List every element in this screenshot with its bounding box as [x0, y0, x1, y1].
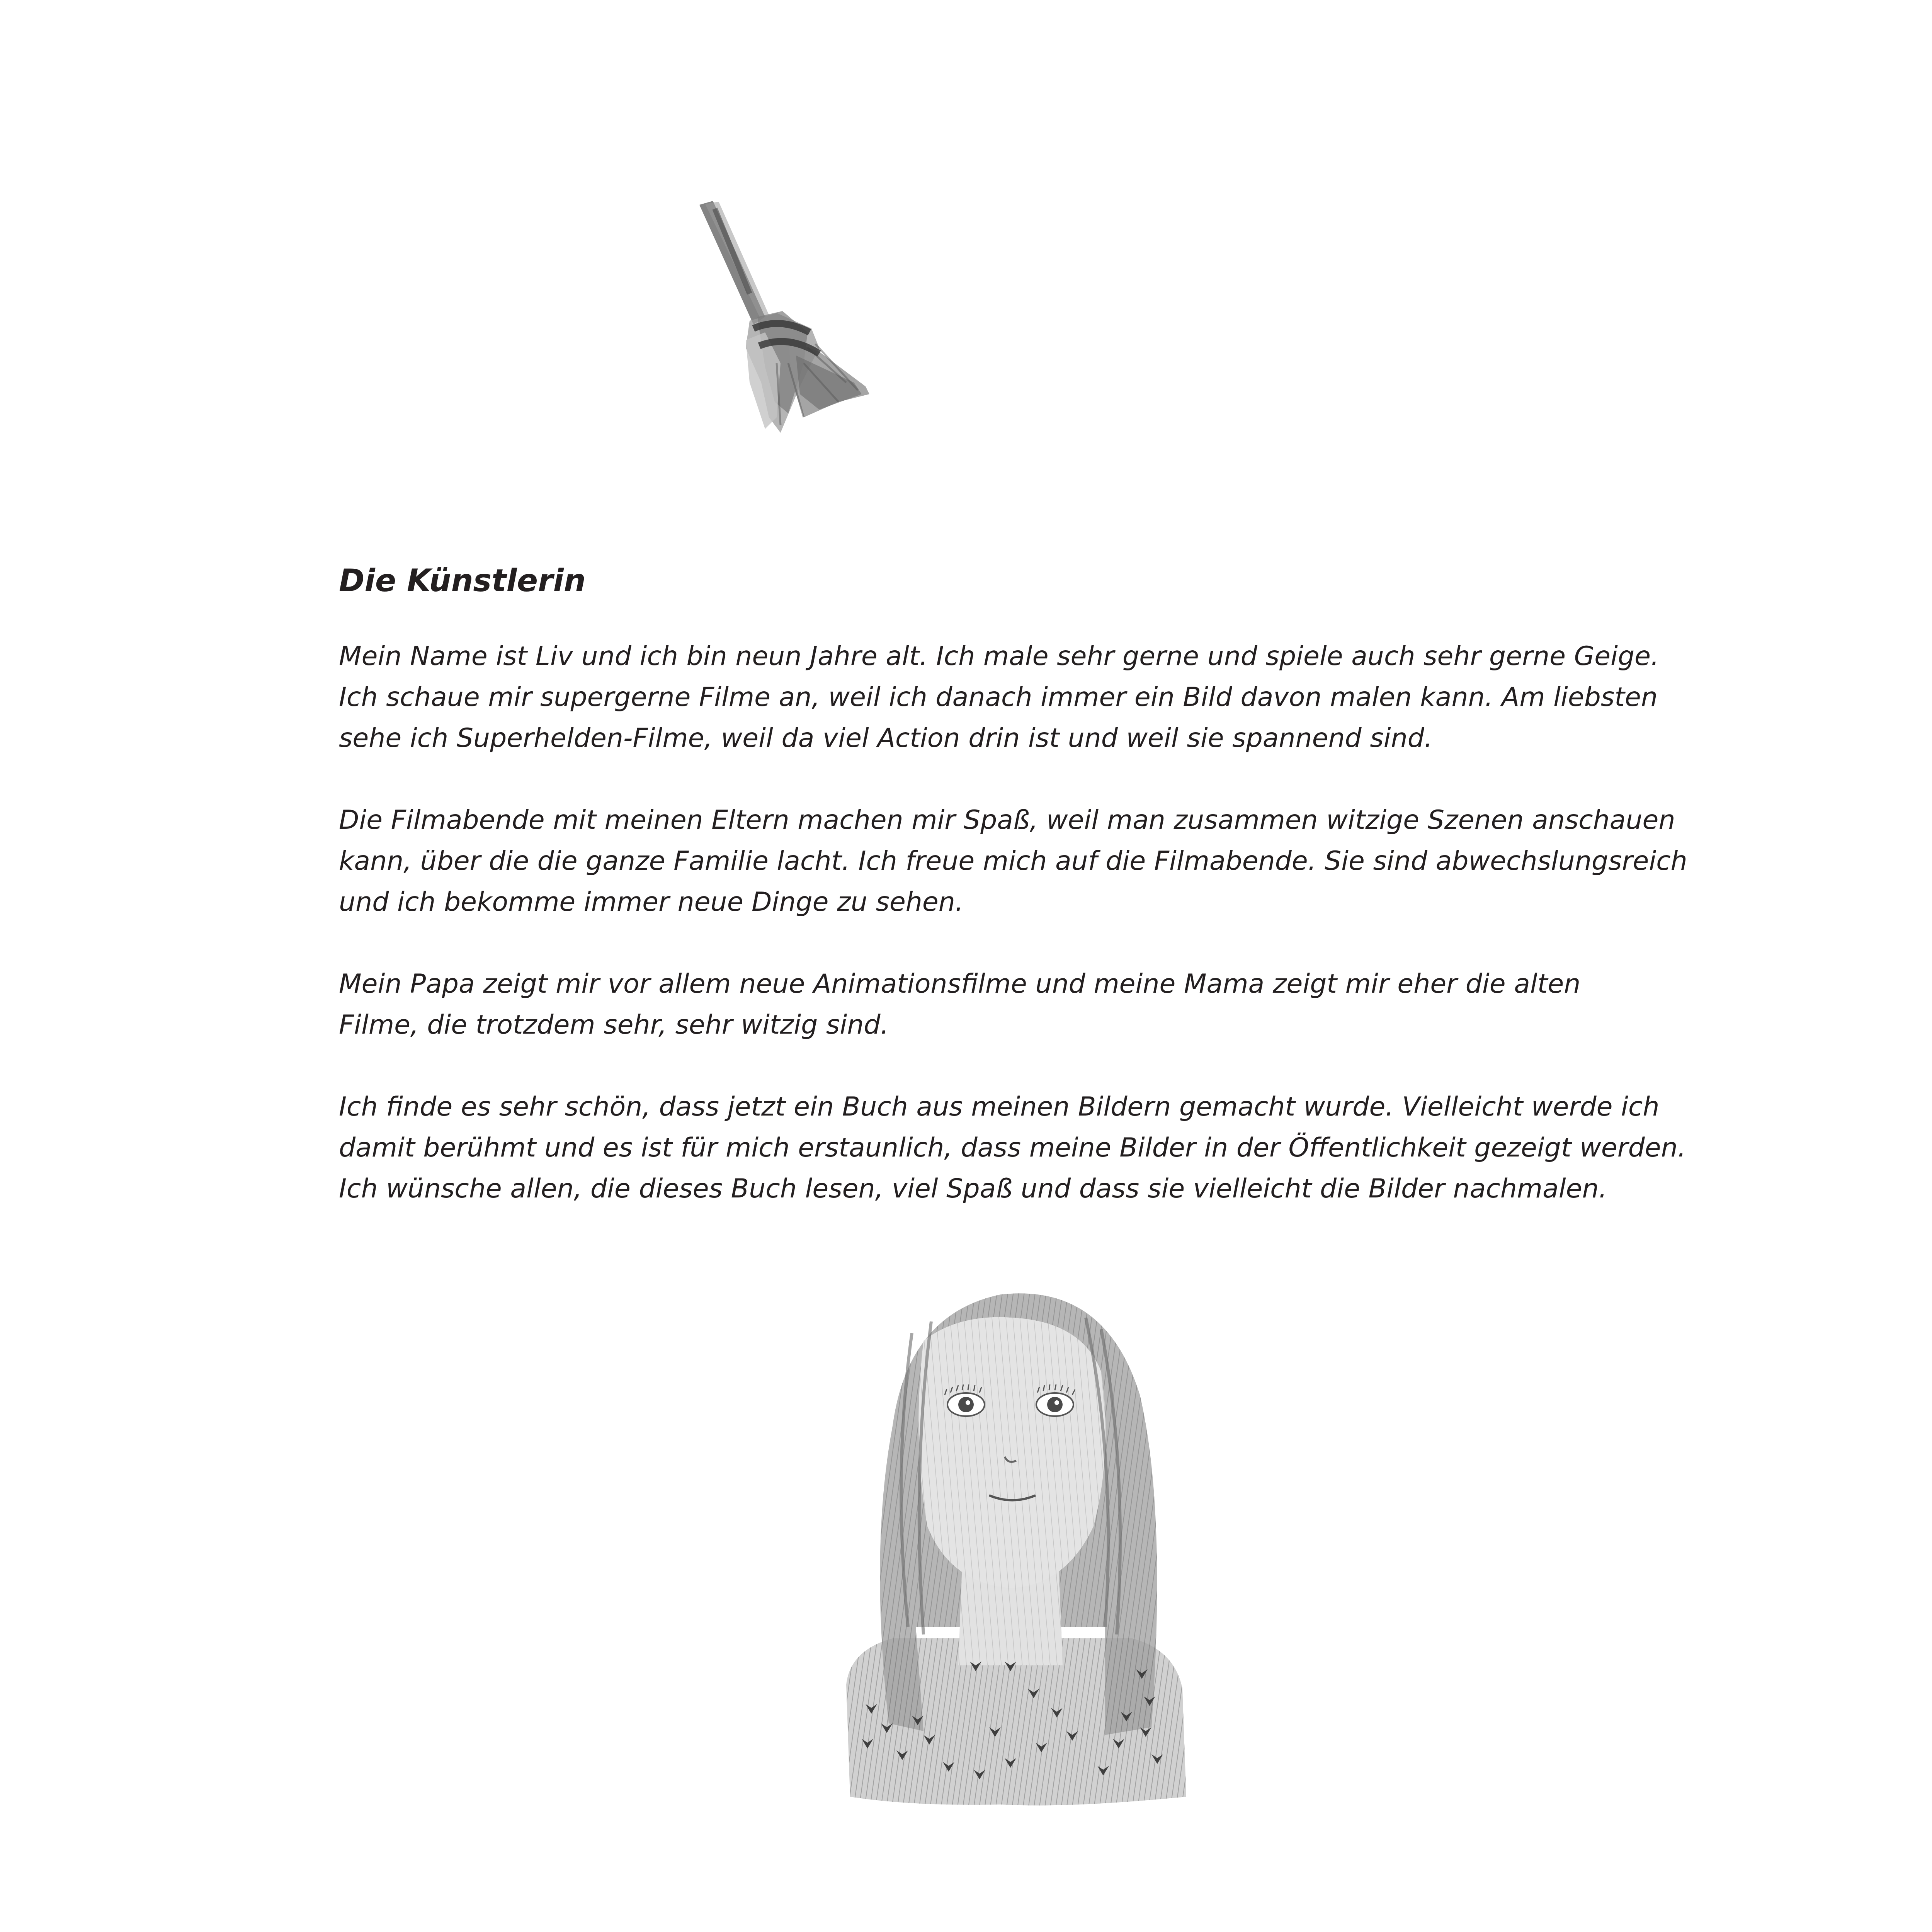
- paragraph-3: [339, 964, 1730, 1046]
- paragraph-4: [339, 1087, 1730, 1209]
- text-line: und ich bekomme immer neue Dinge zu sehen.: [339, 887, 964, 917]
- text-line: Ich wünsche allen, die dieses Buch lesen, viel Spaß und dass sie vielleicht die Bilder nachmalen.: [339, 1173, 1607, 1204]
- girl-portrait-drawing: [835, 1279, 1190, 1812]
- paragraph-2: [339, 800, 1730, 923]
- text-line: Ich schaue mir supergerne Filme an, weil ich danach immer ein Bild davon malen kann. Am liebsten: [339, 682, 1658, 713]
- text-line: Die Filmabende mit meinen Eltern machen mir Spaß, weil man zusammen witzige Szenen anschauen: [339, 805, 1675, 835]
- text-line: Mein Name ist Liv und ich bin neun Jahre alt. Ich male sehr gerne und spiele auch sehr gerne Geige.: [339, 641, 1659, 672]
- text-line: sehe ich Superhelden-Filme, weil da viel Action drin ist und weil sie spannend sind.: [339, 723, 1433, 753]
- text-line: kann, über die die ganze Familie lacht. Ich freue mich auf die Filmabende. Sie sind abwechslungsreich: [339, 846, 1687, 876]
- text-line: Mein Papa zeigt mir vor allem neue Animationsfilme und meine Mama zeigt mir eher die alten: [339, 969, 1581, 999]
- portrait-illustration: [835, 1279, 1190, 1812]
- broom-illustration: [692, 201, 900, 440]
- broom-drawing: [692, 201, 900, 440]
- page-title: Die Künstlerin: [339, 563, 586, 599]
- paragraph-1: [339, 636, 1730, 759]
- text-line: Filme, die trotzdem sehr, sehr witzig sind.: [339, 1010, 889, 1040]
- text-line: damit berühmt und es ist für mich erstaunlich, dass meine Bilder in der Öffentlichkeit gezeigt werden.: [339, 1133, 1686, 1163]
- text-line: Ich finde es sehr schön, dass jetzt ein Buch aus meinen Bildern gemacht wurde. Vielleicht werde ich: [339, 1092, 1660, 1122]
- artist-bio: [339, 562, 1730, 1250]
